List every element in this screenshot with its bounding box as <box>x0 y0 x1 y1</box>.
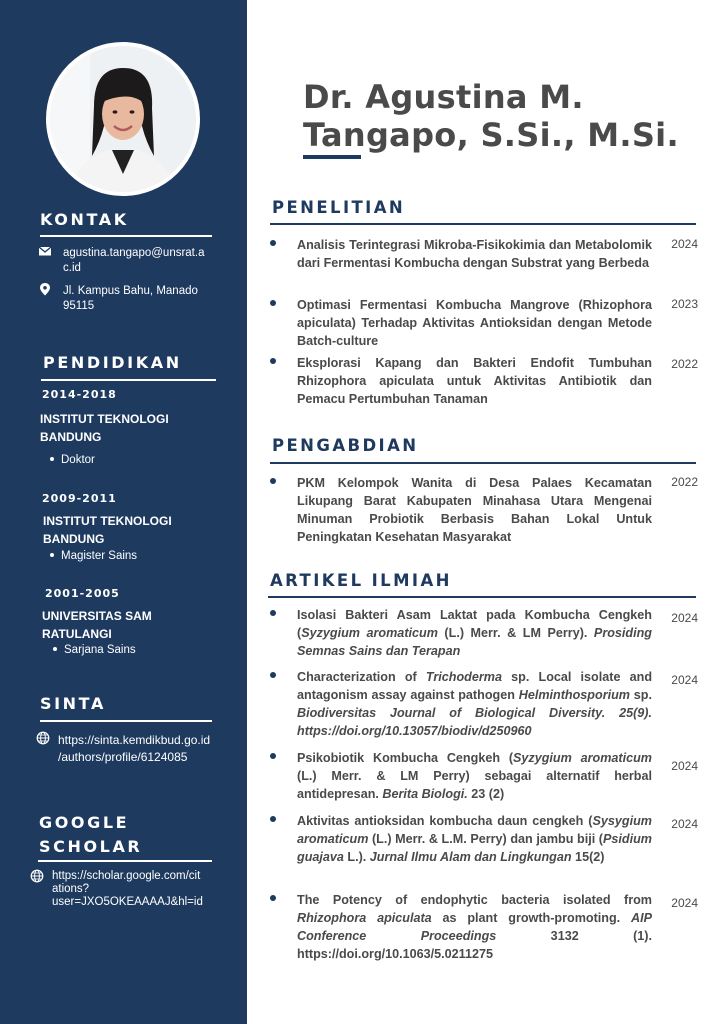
globe-icon <box>36 731 50 745</box>
sinta-heading: SINTA <box>40 694 106 713</box>
item-year: 2024 <box>671 237 698 251</box>
scholar-link[interactable]: https://scholar.google.com/cit ations? user=JXO5OKEAAAAJ&hl=id <box>52 870 203 908</box>
research-item: Analisis Terintegrasi Mikroba-Fisikokimia dan Metabolomik dari Fermentasi Kombucha dengan Substrat yang Berbeda 2024 <box>270 236 700 290</box>
article-citation: Psikobiotik Kombucha Cengkeh (Syzygium aromaticum (L.) Merr. & LM Perry) sebagai alternatif herbal antidepresan. Berita Biologi. 23 (2) <box>297 751 652 801</box>
education-years: 2009-2011 <box>42 492 117 505</box>
bullet <box>270 816 276 822</box>
research-divider <box>270 223 696 225</box>
article-citation: Aktivitas antioksidan kombucha daun cengkeh (Sysygium aromaticum (L.) Merr. & L.M. Perry) dan jambu biji (Psidium guajava L.). Jurnal Ilmu Alam dan Lingkungan 15(2) <box>297 814 652 864</box>
articles-heading: ARTIKEL ILMIAH <box>270 571 452 590</box>
contact-heading: KONTAK <box>40 210 129 229</box>
item-year: 2024 <box>671 759 698 773</box>
scholar-divider <box>38 860 212 862</box>
articles-divider <box>268 596 696 598</box>
article-item <box>270 606 700 662</box>
education-divider <box>41 379 216 381</box>
contact-email[interactable]: agustina.tangapo@unsrat.a c.id <box>63 247 205 274</box>
article-citation: Characterization of Trichoderma sp. Local isolate and antagonism assay against pathogen Helminthosporium sp. Biodiversitas Journal of Biological Diversity. 25(9). https://doi.org/10.13057/biodiv/d250960 <box>297 670 653 738</box>
sinta-divider <box>40 720 212 722</box>
person-name: Dr. Agustina M. Tangapo, S.Si., M.Si. <box>303 78 679 154</box>
education-institution: UNIVERSITAS SAM RATULANGI <box>42 609 152 641</box>
contact-divider <box>40 235 212 237</box>
globe-icon <box>30 869 44 883</box>
research-item: Eksplorasi Kapang dan Bakteri Endofit Tumbuhan Rhizophora apiculata untuk Aktivitas Antibiotik dan Pemacu Pertumbuhan Tanaman 2022 <box>270 354 700 408</box>
item-year: 2024 <box>671 673 698 687</box>
bullet <box>270 610 276 616</box>
article-item <box>270 749 700 803</box>
article-item <box>270 812 700 884</box>
bullet <box>270 478 276 484</box>
item-year: 2024 <box>671 611 698 625</box>
article-item <box>270 668 700 740</box>
bullet <box>270 672 276 678</box>
community-service-item: PKM Kelompok Wanita di Desa Palaes Kecamatan Likupang Barat Kabupaten Minahasa Utara Mengenai Minuman Probiotik Berbasis Bahan Lokal Untuk Peningkatan Kesehatan Masyarakat 2022 <box>270 474 700 546</box>
sinta-link[interactable]: https://sinta.kemdikbud.go.id /authors/profile/6124085 <box>58 733 211 764</box>
profile-photo <box>46 42 200 196</box>
scholar-heading: GOOGLE SCHOLAR <box>39 813 143 856</box>
contact-address: Jl. Kampus Bahu, Manado 95115 <box>63 285 198 312</box>
location-pin-icon <box>38 282 52 296</box>
email-icon <box>38 244 52 258</box>
name-accent-bar <box>303 155 361 159</box>
item-year: 2023 <box>671 297 698 311</box>
community-service-heading: PENGABDIAN <box>272 436 419 455</box>
bullet <box>270 240 276 246</box>
bullet <box>270 358 276 364</box>
article-citation: The Potency of endophytic bacteria isolated from Rhizophora apiculata as plant growth-promoting. AIP Conference Proceedings 3132 (1). https://doi.org/10.1063/5.0211275 <box>297 893 652 961</box>
item-year: 2024 <box>671 817 698 831</box>
item-year: 2022 <box>671 475 698 489</box>
education-degree: Magister Sains <box>50 550 137 562</box>
education-years: 2001-2005 <box>45 587 120 600</box>
bullet <box>270 753 276 759</box>
sidebar <box>0 0 247 1024</box>
education-degree: Doktor <box>50 454 95 466</box>
article-item <box>270 891 700 963</box>
item-year: 2022 <box>671 357 698 371</box>
education-years: 2014-2018 <box>42 388 117 401</box>
education-heading: PENDIDIKAN <box>43 353 182 372</box>
item-year: 2024 <box>671 896 698 910</box>
bullet <box>270 895 276 901</box>
education-institution: INSTITUT TEKNOLOGI BANDUNG <box>40 412 169 444</box>
research-item: Optimasi Fermentasi Kombucha Mangrove (Rhizophora apiculata) Terhadap Aktivitas Antioksidan dengan Metode Batch-culture 2023 <box>270 296 700 350</box>
article-citation: Isolasi Bakteri Asam Laktat pada Kombucha Cengkeh (Syzygium aromaticum (L.) Merr. & LM Perry). Prosiding Semnas Sains dan Terapan <box>297 608 652 658</box>
bullet <box>270 300 276 306</box>
research-heading: PENELITIAN <box>272 198 406 217</box>
community-service-divider <box>270 462 696 464</box>
education-degree: Sarjana Sains <box>53 644 136 656</box>
education-institution: INSTITUT TEKNOLOGI BANDUNG <box>43 514 172 546</box>
